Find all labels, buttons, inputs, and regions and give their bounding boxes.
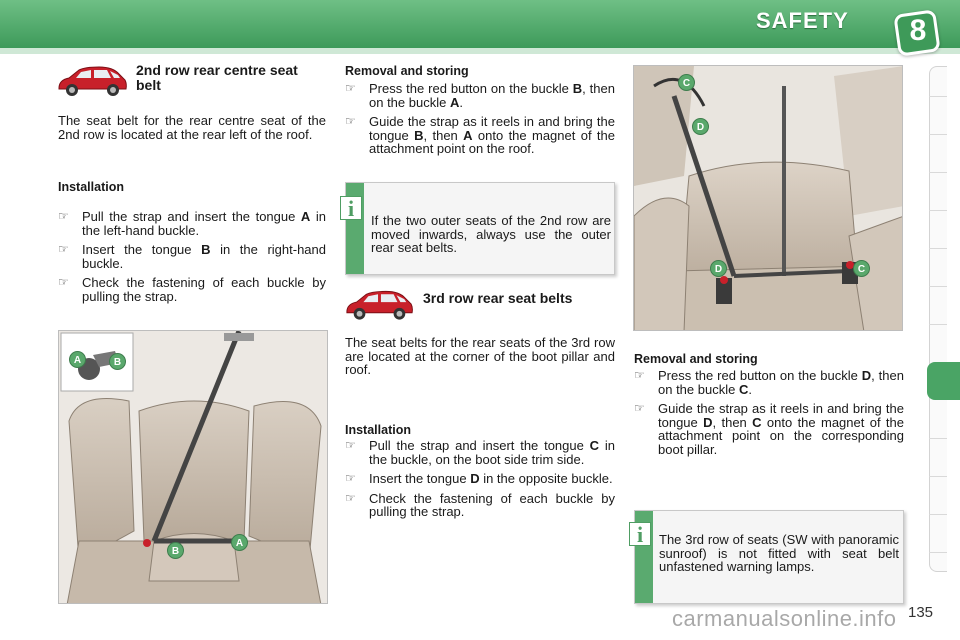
pointing-hand-icon: ☞ [345, 490, 356, 505]
list-item-text: Press the red button on the buckle B, then on the buckle A. [369, 81, 615, 110]
intro-3rd-row: The seat belts for the rear seats of the 3rd row are located at the corner of the boot pillar and roof. [345, 335, 615, 377]
tab-divider [929, 476, 947, 477]
list-item [345, 82, 615, 109]
pointing-hand-icon: ☞ [345, 81, 356, 95]
label-d: D [692, 118, 709, 135]
list-item [58, 243, 326, 270]
label-d: D [710, 260, 727, 277]
section-title-3rd-row: 3rd row rear seat belts [423, 290, 573, 306]
intro-2nd-row: The seat belt for the rear centre seat of the 2nd row is located at the rear left of the roof. [58, 113, 326, 142]
list-item [345, 472, 615, 486]
info-text: If the two outer seats of the 2nd row are moved inwards, always use the outer rear seat belts. [371, 213, 611, 255]
tab-divider [929, 514, 947, 515]
list-item [345, 492, 615, 519]
label-c: C [678, 74, 695, 91]
removal-heading: Removal and storing [634, 352, 758, 366]
tab-divider [929, 210, 947, 211]
chapter-number: 8 [909, 14, 927, 47]
tab-divider [929, 248, 947, 249]
pointing-hand-icon: ☞ [345, 471, 356, 485]
pointing-hand-icon: ☞ [345, 114, 356, 128]
tab-divider [929, 134, 947, 135]
info-box-outer-seats [345, 182, 615, 275]
pointing-hand-icon: ☞ [58, 209, 69, 223]
removal-heading: Removal and storing [345, 64, 469, 78]
list-item-text: Guide the strap as it reels in and bring the tongue B, then A onto the magnet of the attachment point on the roof. [369, 114, 615, 156]
list-item-text: Guide the strap as it reels in and bring the tongue D, then C onto the magnet of the attachment point on the corresponding boot pillar. [658, 401, 904, 457]
info-icon: i [629, 522, 651, 546]
installation-heading: Installation [345, 423, 411, 437]
list-item [345, 115, 615, 156]
section-title-2nd-row: 2nd row rear centre seat belt [136, 62, 298, 93]
label-a: A [69, 351, 86, 368]
removal-list-2nd-row [345, 82, 615, 162]
illustration-2nd-row-seats [58, 330, 328, 604]
installation-heading: Installation [58, 180, 124, 194]
pointing-hand-icon: ☞ [58, 275, 69, 289]
removal-list-3rd-row [634, 369, 904, 462]
label-b: B [109, 353, 126, 370]
pointing-hand-icon: ☞ [345, 438, 356, 452]
list-item [634, 369, 904, 396]
watermark: carmanualsonline.info [672, 606, 897, 631]
list-item-text: Press the red button on the buckle D, then on the buckle C. [658, 368, 904, 397]
pointing-hand-icon: ☞ [634, 401, 645, 415]
tab-divider [929, 438, 947, 439]
header-divider [0, 48, 960, 54]
label-c: C [853, 260, 870, 277]
list-item [634, 402, 904, 456]
list-item-text: Insert the tongue D in the opposite buckle. [369, 471, 613, 486]
chapter-tab-active[interactable] [927, 362, 960, 400]
label-b: B [167, 542, 184, 559]
label-a: A [231, 534, 248, 551]
installation-list-2nd-row [58, 210, 326, 309]
info-text: The 3rd row of seats (SW with panoramic sunroof) is not fitted with seat belt unfastened warning lamps. [659, 532, 899, 574]
info-icon: i [340, 196, 362, 220]
info-box-warning-lamps [634, 510, 904, 604]
tab-divider [929, 552, 947, 553]
list-item [58, 210, 326, 237]
pointing-hand-icon: ☞ [58, 242, 69, 256]
list-item [58, 276, 326, 303]
chapter-title: SAFETY [756, 8, 849, 33]
tab-divider [929, 96, 947, 97]
list-item-text: Insert the tongue B in the right-hand buckle. [82, 242, 326, 271]
tab-divider [929, 324, 947, 325]
list-item-text: Pull the strap and insert the tongue C in the buckle, on the boot side trim side. [369, 438, 615, 467]
page-number: 135 [908, 604, 934, 621]
car-icon [343, 288, 415, 322]
illustration-3rd-row-seats [633, 65, 903, 331]
tab-divider [929, 172, 947, 173]
list-item-text: Pull the strap and insert the tongue A in the left-hand buckle. [82, 209, 326, 238]
list-item [345, 439, 615, 466]
chapter-tab-strip [929, 66, 947, 572]
list-item-text: Check the fastening of each buckle by pulling the strap. [369, 490, 615, 519]
pointing-hand-icon: ☞ [634, 368, 645, 382]
car-icon [55, 64, 129, 98]
installation-list-3rd-row [345, 439, 615, 525]
tab-divider [929, 286, 947, 287]
list-item-text: Check the fastening of each buckle by pulling the strap. [82, 275, 326, 304]
